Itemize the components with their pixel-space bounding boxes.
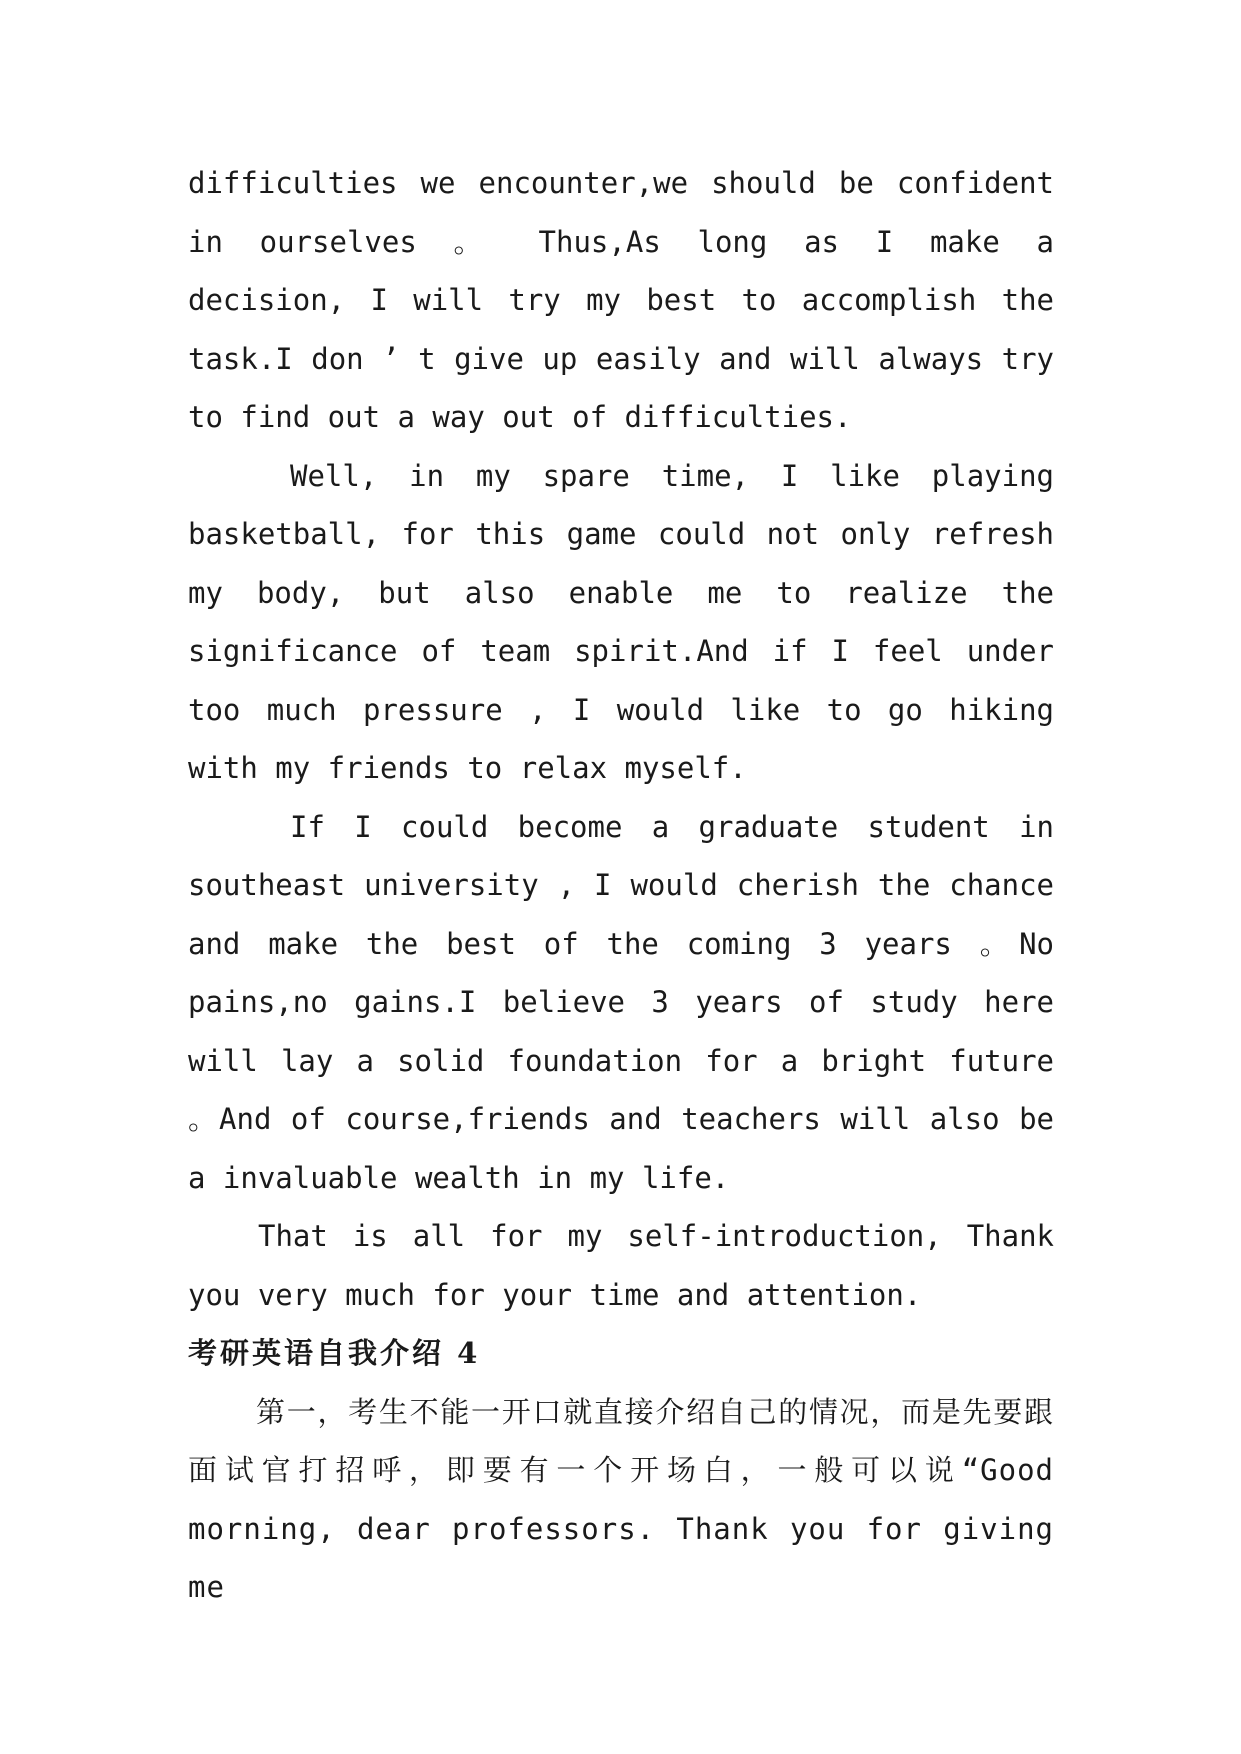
paragraph-interview-tip: 第一，考生不能一开口就直接介绍自己的情况，而是先要跟面试官打招呼，即要有一个开场白，一般可以说“Good morning, dear professors. Thank you for giving me — [188, 1394, 1054, 1604]
document-body — [188, 154, 1054, 1617]
section-heading: 考研英语自我介绍 4 — [188, 1336, 481, 1370]
paragraph-hobbies: Well, in my spare time, I like playing basketball, for this game could not only refresh my body, but also enable me to realize the significance of team spirit.And if I feel under too much pressure , I would like to go hiking with my friends to relax myself. — [188, 458, 1054, 785]
paragraph-graduate-plan: If I could become a graduate student in southeast university , I would cherish the chance and make the best of the coming 3 years 。No pains,no gains.I believe 3 years of study here will lay a solid foundation for a bright future 。And of course,friends and teachers will also be a invaluable wealth in my life. — [188, 809, 1054, 1195]
paragraph-closing: That is all for my self-introduction, Thank you very much for your time and attention. — [188, 1219, 1054, 1312]
paragraph-perseverance: difficulties we encounter,we should be confident in ourselves 。 Thus,As long as I make a decision, I will try my best to accomplish the task.I don ’ t give up easily and will always try to find out a way out of difficulties. — [188, 166, 1054, 434]
